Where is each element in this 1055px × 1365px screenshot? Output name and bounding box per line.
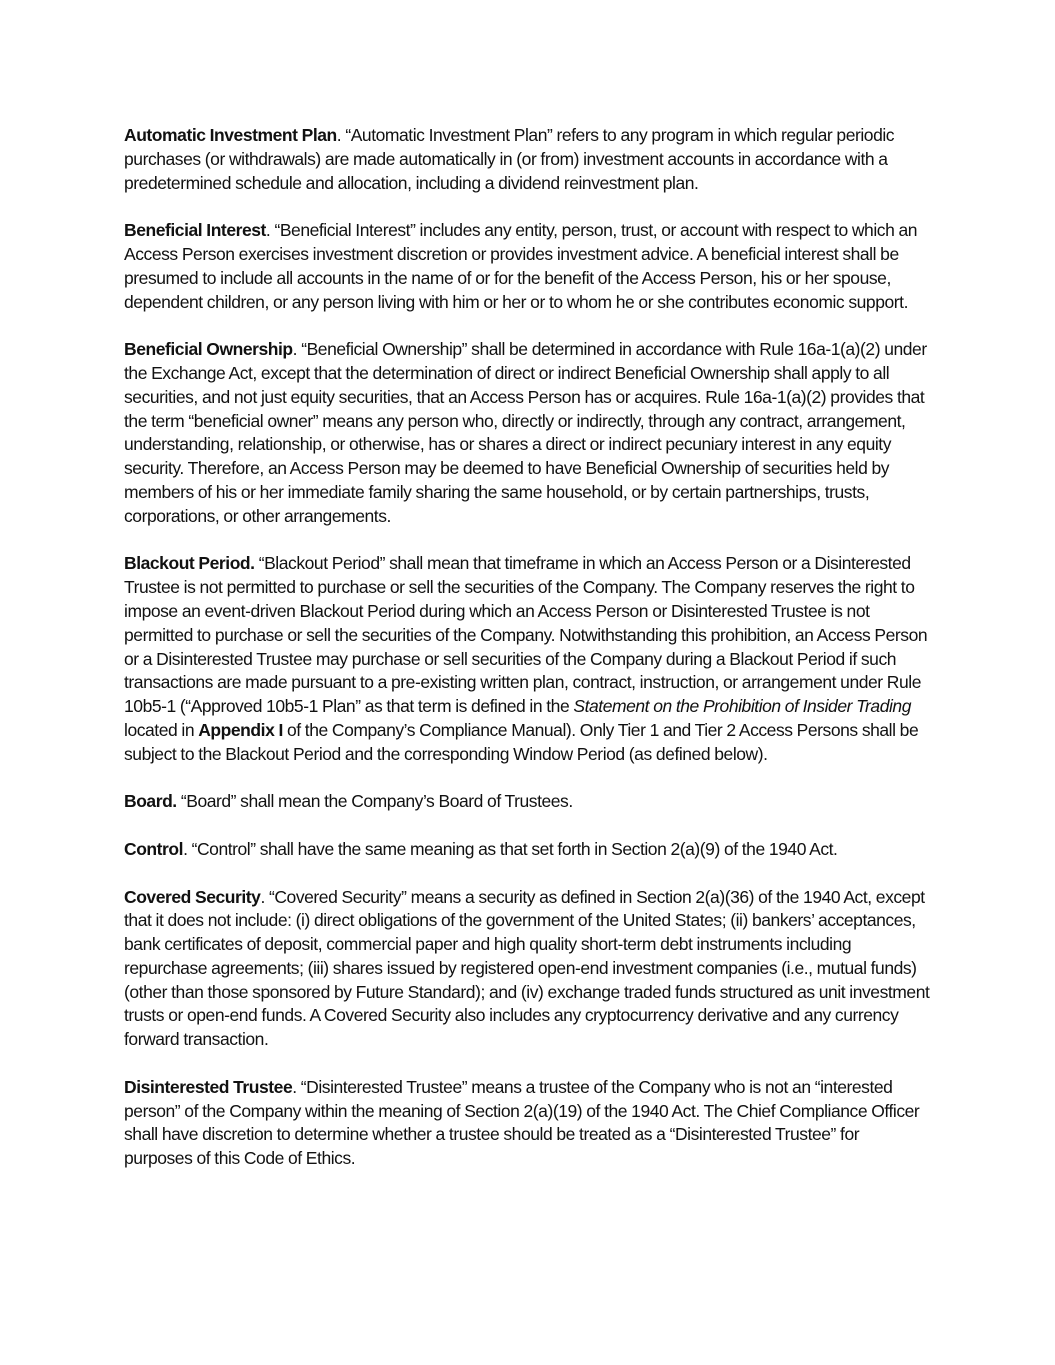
definition-separator: .: [292, 1076, 297, 1097]
definition-text: of the Company’s Compliance Manual). Only Tier 1 and Tier 2 Access Persons shall be subject to the Blackout Period and the corresponding Window Period (as defined below).: [124, 719, 919, 764]
document-page: [124, 124, 930, 1195]
definition-separator: .: [260, 886, 265, 907]
definition-text: “Covered Security” means a security as defined in Section 2(a)(36) of the 1940 Act, except that it does not include: (i) direct obligations of the government of the United States; (ii) bankers’ acceptances, bank certificates of deposit, commercial paper and high quality short-term debt instruments including repurchase agreements; (iii) shares issued by registered open-end investment companies (i.e., mutual funds) (other than those sponsored by Future Standard); and (iv) exchange traded funds structured as unit investment trusts or open-end funds. A Covered Security also includes any cryptocurrency derivative and any currency forward transaction.: [124, 886, 930, 1050]
definition-text: “Beneficial Ownership” shall be determined in accordance with Rule 16a-1(a)(2) under the Exchange Act, except that the determination of direct or indirect Beneficial Ownership shall apply to all securities, and not just equity securities, that an Access Person has or acquires. Rule 16a-1(a)(2) provides that the term “beneficial owner” means any person who, directly or indirectly, through any contract, arrangement, understanding, relationship, or otherwise, has or shares a direct or indirect pecuniary interest in any equity security. Therefore, an Access Person may be deemed to have Beneficial Ownership of securities held by members of his or her immediate family sharing the same household, or by certain partnerships, trusts, corporations, or other arrangements.: [124, 339, 927, 526]
definition-term: Beneficial Ownership: [124, 339, 293, 360]
definition-separator: .: [265, 220, 271, 241]
definition-term: Disinterested Trustee: [124, 1076, 293, 1097]
definition-separator: .: [292, 339, 298, 360]
definition-covered-security: [124, 886, 930, 1053]
definition-separator: .: [183, 838, 188, 859]
definition-control: [124, 838, 930, 862]
definition-term: Beneficial Interest: [124, 220, 266, 241]
definition-italic-reference: Statement on the Prohibition of Insider Trading: [573, 696, 911, 717]
definition-term: Control: [124, 838, 184, 859]
definition-bold-reference: Appendix I: [198, 719, 283, 740]
definition-text: “Automatic Investment Plan” refers to any program in which regular periodic purchases (or withdrawals) are made automatically in (or from) investment accounts in accordance with a predetermined schedule and allocation, including a dividend reinvestment plan.: [124, 125, 895, 193]
definition-beneficial-interest: [124, 219, 930, 314]
definition-term: Board.: [124, 791, 177, 812]
definition-term: Blackout Period.: [124, 553, 255, 574]
definition-blackout-period: [124, 552, 930, 766]
definition-text: “Beneficial Interest” includes any entity, person, trust, or account with respect to which an Access Person exercises investment discretion or provides investment advice. A beneficial interest shall be presumed to include all accounts in the name of or for the benefit of the Access Person, his or her spouse, dependent children, or any person living with him or her or to whom he or she contributes economic support.: [124, 220, 918, 312]
definition-text: located in: [124, 719, 199, 740]
definition-text: “Disinterested Trustee” means a trustee of the Company who is not an “interested person” of the Company within the meaning of Section 2(a)(19) of the 1940 Act. The Chief Compliance Officer shall have discretion to determine whether a trustee should be treated as a “Disinterested Trustee” for purposes of this Code of Ethics.: [124, 1076, 920, 1169]
definition-text: “Blackout Period” shall mean that timeframe in which an Access Person or a Disinterested Trustee is not permitted to purchase or sell the securities of the Company. The Company reserves the right to impose an event-driven Blackout Period during which an Access Person or Disinterested Trustee is not permitted to purchase or sell the securities of the Company. Notwithstanding this prohibition, an Access Person or a Disinterested Trustee may purchase or sell securities of the Company during a Blackout Period if such transactions are made pursuant to a pre-existing written plan, contract, instruction, or arrangement under Rule 10b5-1 (“Approved 10b5-1 Plan” as that term is defined in the: [124, 553, 928, 717]
definition-separator: .: [336, 125, 342, 145]
definition-text: “Control” shall have the same meaning as that set forth in Section 2(a)(9) of the 1940 Act.: [187, 838, 838, 859]
definition-beneficial-ownership: [124, 338, 930, 528]
definition-board: [124, 790, 930, 814]
definition-automatic-investment-plan: [124, 124, 930, 195]
definition-term: Automatic Investment Plan: [124, 125, 337, 145]
definition-text: “Board” shall mean the Company’s Board of Trustees.: [176, 791, 573, 812]
definition-term: Covered Security: [124, 886, 261, 907]
definition-disinterested-trustee: [124, 1076, 930, 1171]
